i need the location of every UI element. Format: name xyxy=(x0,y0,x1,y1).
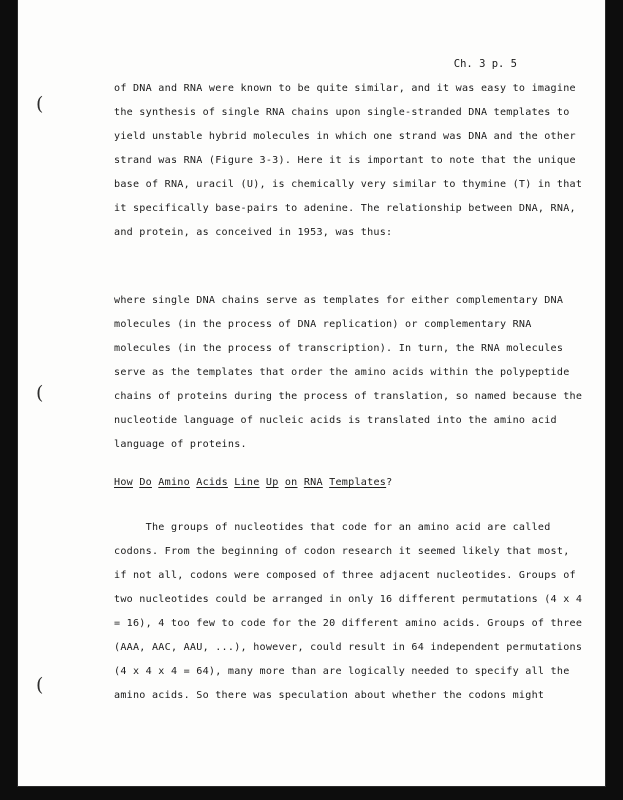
text-line: (4 x 4 x 4 = 64), many more than are logically needed to specify all the xyxy=(114,666,570,677)
text-line: if not all, codons were composed of three adjacent nucleotides. Groups of xyxy=(114,570,576,581)
text-line: and protein, as conceived in 1953, was thus: xyxy=(114,227,393,238)
punch-hole-mark: ( xyxy=(36,382,44,404)
heading-word: How xyxy=(114,477,133,488)
heading-word: Templates xyxy=(329,477,387,488)
text-line: amino acids. So there was speculation about whether the codons might xyxy=(114,690,545,701)
heading-word: Acids xyxy=(196,477,228,488)
punch-hole-mark: ( xyxy=(36,674,44,696)
text-line: strand was RNA (Figure 3-3). Here it is important to note that the unique xyxy=(114,155,576,166)
heading-word: Do xyxy=(139,477,152,488)
text-line: language of proteins. xyxy=(114,439,247,450)
text-line: yield unstable hybrid molecules in which one strand was DNA and the other xyxy=(114,131,576,142)
text-line: serve as the templates that order the amino acids within the polypeptide xyxy=(114,367,570,378)
heading-question-mark: ? xyxy=(386,477,393,488)
text-line: codons. From the beginning of codon research it seemed likely that most, xyxy=(114,546,570,557)
text-line: nucleotide language of nucleic acids is translated into the amino acid xyxy=(114,415,557,426)
paragraph-2 xyxy=(114,289,583,457)
heading-word: Amino xyxy=(158,477,190,488)
page-header: Ch. 3 p. 5 xyxy=(453,58,517,70)
section-heading xyxy=(114,471,392,495)
text-line: the synthesis of single RNA chains upon single-stranded DNA templates to xyxy=(114,107,570,118)
paragraph-3 xyxy=(114,516,583,708)
text-line: where single DNA chains serve as templates for either complementary DNA xyxy=(114,295,564,306)
heading-word: Line xyxy=(234,477,260,488)
text-line: chains of proteins during the process of translation, so named because the xyxy=(114,391,583,402)
text-line: (AAA, AAC, AAU, ...), however, could result in 64 independent permutations xyxy=(114,642,583,653)
text-line: molecules (in the process of transcription). In turn, the RNA molecules xyxy=(114,343,564,354)
text-line: base of RNA, uracil (U), is chemically very similar to thymine (T) in that xyxy=(114,179,583,190)
text-line: The groups of nucleotides that code for an amino acid are called xyxy=(114,522,551,533)
paragraph-1 xyxy=(114,77,583,245)
text-line: two nucleotides could be arranged in only 16 different permutations (4 x 4 xyxy=(114,594,583,605)
document-page xyxy=(18,0,605,786)
text-line: = 16), 4 too few to code for the 20 different amino acids. Groups of three xyxy=(114,618,583,629)
heading-word: on xyxy=(284,477,298,488)
punch-hole-mark: ( xyxy=(36,93,44,115)
text-line: of DNA and RNA were known to be quite similar, and it was easy to imagine xyxy=(114,83,576,94)
text-line: it specifically base-pairs to adenine. The relationship between DNA, RNA, xyxy=(114,203,576,214)
heading-word: RNA xyxy=(303,477,323,488)
heading-word: Up xyxy=(265,477,279,488)
text-line: molecules (in the process of DNA replication) or complementary RNA xyxy=(114,319,532,330)
